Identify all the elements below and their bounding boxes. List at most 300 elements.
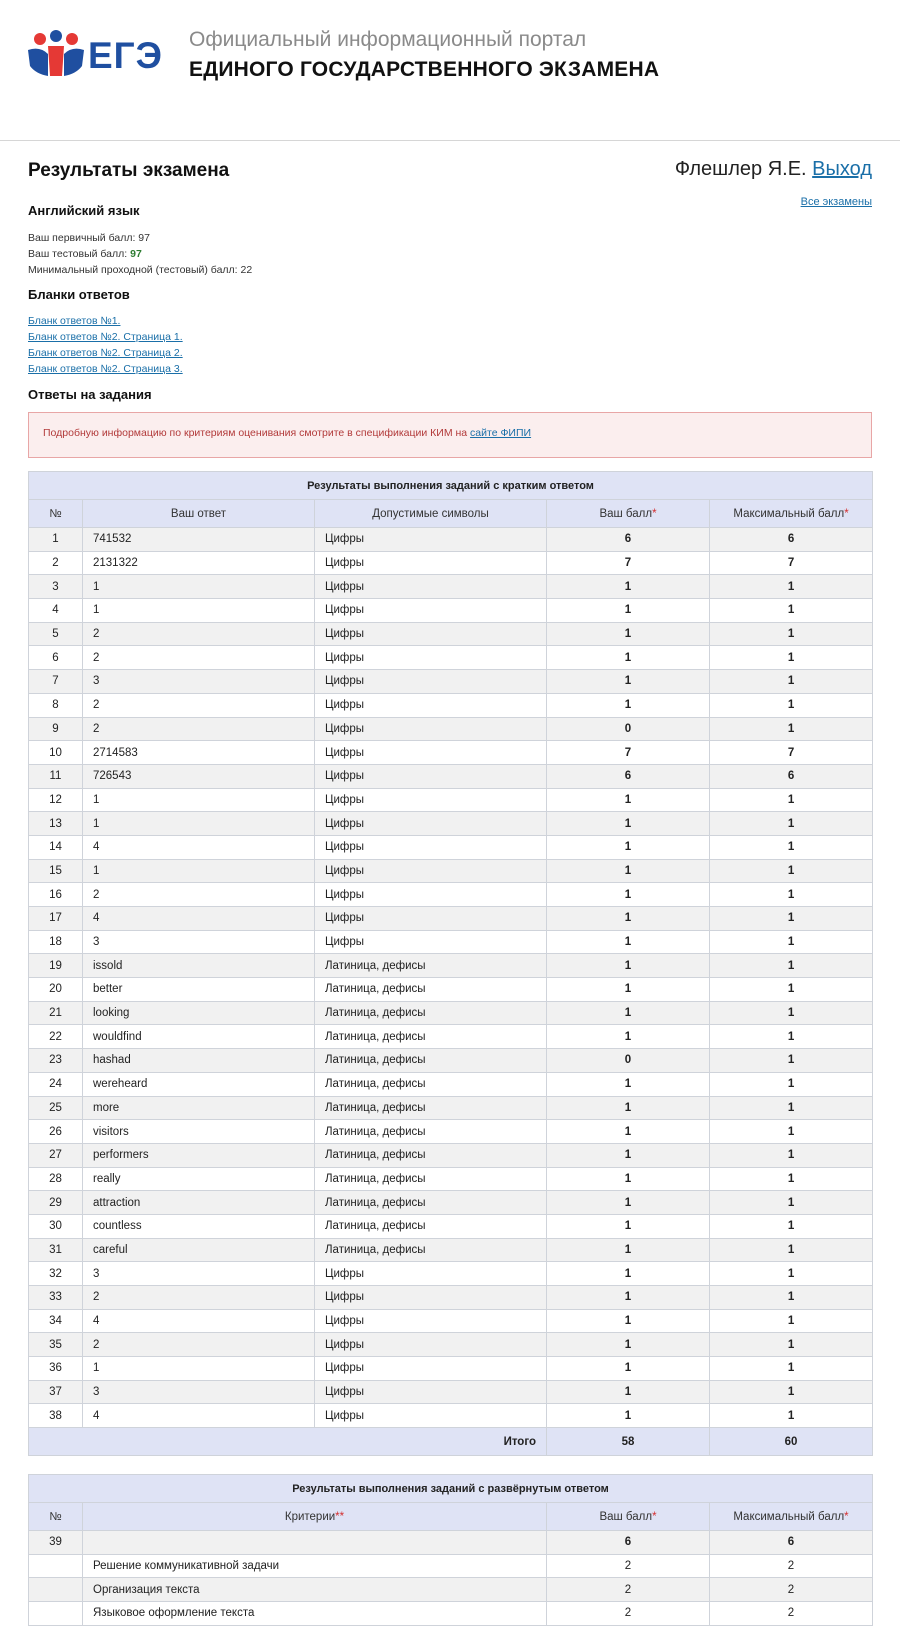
task-number: 15	[29, 859, 83, 883]
table-row	[29, 1578, 873, 1602]
task-answer: 1	[83, 1357, 315, 1381]
user-box	[675, 158, 872, 181]
task-max-score: 1	[710, 1025, 873, 1049]
task-allowed-symbols: Цифры	[315, 670, 547, 694]
task-max-score: 1	[710, 1143, 873, 1167]
task-number: 37	[29, 1380, 83, 1404]
table-row	[29, 717, 873, 741]
table-row	[29, 741, 873, 765]
task-score: 1	[547, 1001, 710, 1025]
task-score: 1	[547, 646, 710, 670]
task-max-score: 1	[710, 599, 873, 623]
max-score-footnote-mark: *	[844, 507, 849, 520]
table-row	[29, 1554, 873, 1578]
task-score: 1	[547, 1238, 710, 1262]
task-allowed-symbols: Цифры	[315, 835, 547, 859]
task-number: 23	[29, 1049, 83, 1073]
criterion-number	[29, 1554, 83, 1578]
task-max-score: 1	[710, 646, 873, 670]
task-number: 17	[29, 907, 83, 931]
table-row	[29, 1531, 873, 1555]
table-row	[29, 1191, 873, 1215]
task-allowed-symbols: Латиница, дефисы	[315, 1025, 547, 1049]
task-score: 1	[547, 1120, 710, 1144]
task-number: 34	[29, 1309, 83, 1333]
task-max-score: 1	[710, 622, 873, 646]
task-answer: 3	[83, 1380, 315, 1404]
long-col-number: №	[29, 1503, 83, 1531]
task-number: 38	[29, 1404, 83, 1428]
short-table-caption: Результаты выполнения заданий с кратким ответом	[29, 472, 873, 500]
table-row	[29, 788, 873, 812]
task-answer: 4	[83, 1404, 315, 1428]
task-score: 1	[547, 930, 710, 954]
task-answer: 2	[83, 1333, 315, 1357]
table-row	[29, 1238, 873, 1262]
table-row	[29, 1404, 873, 1428]
col-number: №	[29, 500, 83, 528]
task-number: 4	[29, 599, 83, 623]
table-row	[29, 1333, 873, 1357]
task-answer: 2	[83, 883, 315, 907]
task-allowed-symbols: Цифры	[315, 622, 547, 646]
task-score: 1	[547, 1191, 710, 1215]
task-max-score: 1	[710, 859, 873, 883]
task-max-score: 1	[710, 1072, 873, 1096]
table-row	[29, 599, 873, 623]
task-score: 1	[547, 859, 710, 883]
task-max-score: 1	[710, 1001, 873, 1025]
logout-link[interactable]: Выход	[812, 158, 872, 180]
table-row	[29, 1357, 873, 1381]
primary-score	[28, 230, 252, 246]
task-answer: 3	[83, 670, 315, 694]
long-table-caption: Результаты выполнения заданий с развёрнутым ответом	[29, 1475, 873, 1503]
criterion-score: 2	[547, 1578, 710, 1602]
task-allowed-symbols: Цифры	[315, 1380, 547, 1404]
task-allowed-symbols: Латиница, дефисы	[315, 1001, 547, 1025]
task-answer: 4	[83, 835, 315, 859]
task-max-score: 1	[710, 954, 873, 978]
task-score: 0	[547, 1049, 710, 1073]
task-score: 1	[547, 812, 710, 836]
task-max-score: 1	[710, 575, 873, 599]
task-answer: 2714583	[83, 741, 315, 765]
task-allowed-symbols: Цифры	[315, 812, 547, 836]
task-score: 1	[547, 670, 710, 694]
task-score: 1	[547, 1025, 710, 1049]
table-row	[29, 1001, 873, 1025]
long-col-max-score-label: Максимальный балл	[733, 1510, 845, 1523]
col-allowed-symbols: Допустимые символы	[315, 500, 547, 528]
blank-link-1[interactable]: Бланк ответов №1.	[28, 315, 121, 327]
table-row	[29, 528, 873, 552]
task-allowed-symbols: Латиница, дефисы	[315, 1072, 547, 1096]
criterion-max-score: 6	[710, 1531, 873, 1555]
task-max-score: 1	[710, 1120, 873, 1144]
task-allowed-symbols: Цифры	[315, 1262, 547, 1286]
task-answer: visitors	[83, 1120, 315, 1144]
task-allowed-symbols: Латиница, дефисы	[315, 1214, 547, 1238]
col-max-score-label: Максимальный балл	[733, 507, 845, 520]
total-label: Итого	[29, 1428, 547, 1456]
score-summary	[28, 230, 252, 278]
task-number: 6	[29, 646, 83, 670]
task-number: 31	[29, 1238, 83, 1262]
task-allowed-symbols: Латиница, дефисы	[315, 1167, 547, 1191]
task-number: 10	[29, 741, 83, 765]
task-max-score: 1	[710, 1357, 873, 1381]
criterion-max-score: 2	[710, 1578, 873, 1602]
task-score: 1	[547, 835, 710, 859]
table-row	[29, 835, 873, 859]
task-score: 7	[547, 551, 710, 575]
task-allowed-symbols: Цифры	[315, 1333, 547, 1357]
ege-logo-icon	[26, 30, 88, 82]
criterion-number: 39	[29, 1531, 83, 1555]
ege-logo[interactable]	[26, 30, 163, 82]
task-number: 21	[29, 1001, 83, 1025]
task-answer: 2	[83, 693, 315, 717]
task-max-score: 1	[710, 1238, 873, 1262]
task-max-score: 1	[710, 1404, 873, 1428]
task-answer: countless	[83, 1214, 315, 1238]
table-row	[29, 622, 873, 646]
task-score: 1	[547, 693, 710, 717]
task-number: 32	[29, 1262, 83, 1286]
task-score: 1	[547, 1380, 710, 1404]
primary-score-label: Ваш первичный балл:	[28, 232, 139, 244]
task-answer: 4	[83, 907, 315, 931]
min-score-value: 22	[240, 264, 253, 276]
task-score: 1	[547, 1214, 710, 1238]
portal-title: ЕДИНОГО ГОСУДАРСТВЕННОГО ЭКЗАМЕНА	[189, 58, 660, 81]
task-number: 36	[29, 1357, 83, 1381]
col-answer: Ваш ответ	[83, 500, 315, 528]
task-answer: hashad	[83, 1049, 315, 1073]
criterion-name: Организация текста	[83, 1578, 547, 1602]
task-score: 6	[547, 528, 710, 552]
answers-title: Ответы на задания	[28, 387, 152, 402]
table-row	[29, 670, 873, 694]
table-row	[29, 954, 873, 978]
task-allowed-symbols: Цифры	[315, 859, 547, 883]
total-row	[29, 1428, 873, 1456]
task-score: 1	[547, 1143, 710, 1167]
primary-score-value: 97	[138, 232, 150, 244]
task-max-score: 1	[710, 930, 873, 954]
task-score: 1	[547, 1404, 710, 1428]
task-max-score: 1	[710, 1380, 873, 1404]
table-row	[29, 930, 873, 954]
task-answer: 2	[83, 1286, 315, 1310]
task-score: 1	[547, 1333, 710, 1357]
criterion-max-score: 2	[710, 1602, 873, 1626]
task-max-score: 1	[710, 1214, 873, 1238]
col-score	[547, 500, 710, 528]
table-row	[29, 1286, 873, 1310]
task-answer: more	[83, 1096, 315, 1120]
task-score: 1	[547, 1309, 710, 1333]
criterion-score: 2	[547, 1602, 710, 1626]
task-max-score: 1	[710, 835, 873, 859]
criterion-name: Языковое оформление текста	[83, 1602, 547, 1626]
table-row	[29, 978, 873, 1002]
task-answer: attraction	[83, 1191, 315, 1215]
task-allowed-symbols: Цифры	[315, 741, 547, 765]
task-number: 22	[29, 1025, 83, 1049]
total-score: 58	[547, 1428, 710, 1456]
task-answer: 1	[83, 599, 315, 623]
col-max-score	[710, 500, 873, 528]
task-max-score: 1	[710, 717, 873, 741]
task-max-score: 1	[710, 907, 873, 931]
task-score: 1	[547, 954, 710, 978]
task-max-score: 6	[710, 528, 873, 552]
task-number: 2	[29, 551, 83, 575]
task-max-score: 1	[710, 1167, 873, 1191]
long-score-footnote-mark: *	[652, 1510, 657, 1523]
task-allowed-symbols: Цифры	[315, 717, 547, 741]
test-score	[28, 246, 252, 262]
task-score: 0	[547, 717, 710, 741]
min-score-label: Минимальный проходной (тестовый) балл:	[28, 264, 241, 276]
task-score: 1	[547, 788, 710, 812]
task-score: 1	[547, 1262, 710, 1286]
blank-link-2-page-3[interactable]: Бланк ответов №2. Страница 3.	[28, 363, 183, 375]
task-allowed-symbols: Цифры	[315, 1286, 547, 1310]
task-max-score: 7	[710, 741, 873, 765]
table-row	[29, 1143, 873, 1167]
task-number: 18	[29, 930, 83, 954]
all-exams-link[interactable]: Все экзамены	[800, 196, 872, 208]
table-row	[29, 1309, 873, 1333]
table-row	[29, 1049, 873, 1073]
table-row	[29, 693, 873, 717]
blank-link-2-page-1[interactable]: Бланк ответов №2. Страница 1.	[28, 331, 183, 343]
task-answer: better	[83, 978, 315, 1002]
info-alert	[28, 412, 872, 458]
short-answer-table	[28, 471, 873, 1456]
task-number: 30	[29, 1214, 83, 1238]
table-row	[29, 575, 873, 599]
task-score: 1	[547, 622, 710, 646]
task-allowed-symbols: Цифры	[315, 907, 547, 931]
task-answer: really	[83, 1167, 315, 1191]
table-row	[29, 1167, 873, 1191]
table-row	[29, 646, 873, 670]
table-row	[29, 1262, 873, 1286]
task-answer: 2	[83, 622, 315, 646]
long-col-max-score	[710, 1503, 873, 1531]
task-number: 19	[29, 954, 83, 978]
total-max-score: 60	[710, 1428, 873, 1456]
task-score: 1	[547, 575, 710, 599]
task-answer: 4	[83, 1309, 315, 1333]
task-score: 1	[547, 1286, 710, 1310]
task-allowed-symbols: Латиница, дефисы	[315, 1238, 547, 1262]
task-allowed-symbols: Цифры	[315, 1309, 547, 1333]
blanks-list	[28, 313, 183, 377]
task-allowed-symbols: Цифры	[315, 764, 547, 788]
task-allowed-symbols: Цифры	[315, 788, 547, 812]
test-score-label: Ваш тестовый балл:	[28, 248, 131, 260]
task-number: 25	[29, 1096, 83, 1120]
task-number: 8	[29, 693, 83, 717]
task-max-score: 1	[710, 1309, 873, 1333]
long-answer-table	[28, 1474, 873, 1626]
table-row	[29, 764, 873, 788]
task-number: 27	[29, 1143, 83, 1167]
table-row	[29, 1602, 873, 1626]
site-header	[0, 0, 900, 141]
task-allowed-symbols: Латиница, дефисы	[315, 978, 547, 1002]
task-number: 28	[29, 1167, 83, 1191]
task-allowed-symbols: Цифры	[315, 551, 547, 575]
task-allowed-symbols: Латиница, дефисы	[315, 1096, 547, 1120]
task-number: 12	[29, 788, 83, 812]
task-number: 29	[29, 1191, 83, 1215]
criterion-score: 6	[547, 1531, 710, 1555]
task-score: 1	[547, 1167, 710, 1191]
task-score: 1	[547, 1096, 710, 1120]
task-allowed-symbols: Цифры	[315, 693, 547, 717]
table-row	[29, 1072, 873, 1096]
task-answer: 3	[83, 1262, 315, 1286]
task-allowed-symbols: Цифры	[315, 575, 547, 599]
task-answer: 1	[83, 788, 315, 812]
task-allowed-symbols: Латиница, дефисы	[315, 954, 547, 978]
task-number: 1	[29, 528, 83, 552]
task-max-score: 1	[710, 1049, 873, 1073]
long-col-score-label: Ваш балл	[599, 1510, 653, 1523]
task-number: 24	[29, 1072, 83, 1096]
task-allowed-symbols: Латиница, дефисы	[315, 1120, 547, 1144]
blank-link-2-page-2[interactable]: Бланк ответов №2. Страница 2.	[28, 347, 183, 359]
task-number: 35	[29, 1333, 83, 1357]
logo-text: ЕГЭ	[88, 35, 163, 76]
task-allowed-symbols: Латиница, дефисы	[315, 1049, 547, 1073]
task-max-score: 7	[710, 551, 873, 575]
criterion-score: 2	[547, 1554, 710, 1578]
task-max-score: 1	[710, 1333, 873, 1357]
task-answer: wouldfind	[83, 1025, 315, 1049]
task-max-score: 1	[710, 693, 873, 717]
task-number: 33	[29, 1286, 83, 1310]
task-score: 1	[547, 599, 710, 623]
task-max-score: 1	[710, 1262, 873, 1286]
task-number: 9	[29, 717, 83, 741]
criterion-number	[29, 1578, 83, 1602]
task-answer: 2	[83, 646, 315, 670]
task-number: 16	[29, 883, 83, 907]
long-col-score	[547, 1503, 710, 1531]
task-max-score: 1	[710, 978, 873, 1002]
task-number: 13	[29, 812, 83, 836]
task-answer: 1	[83, 859, 315, 883]
task-max-score: 1	[710, 812, 873, 836]
test-score-value: 97	[130, 248, 142, 260]
long-col-criteria	[83, 1503, 547, 1531]
task-max-score: 6	[710, 764, 873, 788]
task-number: 7	[29, 670, 83, 694]
task-max-score: 1	[710, 670, 873, 694]
task-number: 14	[29, 835, 83, 859]
task-score: 1	[547, 1072, 710, 1096]
task-score: 1	[547, 883, 710, 907]
task-score: 6	[547, 764, 710, 788]
col-score-label: Ваш балл	[599, 507, 653, 520]
task-max-score: 1	[710, 1286, 873, 1310]
min-score	[28, 262, 252, 278]
task-answer: 1	[83, 812, 315, 836]
task-score: 1	[547, 978, 710, 1002]
task-score: 7	[547, 741, 710, 765]
task-answer: 2131322	[83, 551, 315, 575]
task-allowed-symbols: Цифры	[315, 1357, 547, 1381]
task-allowed-symbols: Цифры	[315, 528, 547, 552]
table-row	[29, 1380, 873, 1404]
task-allowed-symbols: Цифры	[315, 1404, 547, 1428]
task-number: 3	[29, 575, 83, 599]
task-answer: 2	[83, 717, 315, 741]
table-row	[29, 812, 873, 836]
task-number: 5	[29, 622, 83, 646]
task-allowed-symbols: Латиница, дефисы	[315, 1191, 547, 1215]
task-answer: issold	[83, 954, 315, 978]
task-number: 20	[29, 978, 83, 1002]
table-row	[29, 1096, 873, 1120]
long-max-score-footnote-mark: *	[844, 1510, 849, 1523]
task-answer: looking	[83, 1001, 315, 1025]
task-score: 1	[547, 907, 710, 931]
criterion-name	[83, 1531, 547, 1555]
fipi-link[interactable]: сайте ФИПИ	[470, 427, 532, 439]
score-footnote-mark: *	[652, 507, 657, 520]
task-allowed-symbols: Цифры	[315, 930, 547, 954]
table-row	[29, 859, 873, 883]
task-allowed-symbols: Латиница, дефисы	[315, 1143, 547, 1167]
subject-title: Английский язык	[28, 203, 140, 218]
task-max-score: 1	[710, 788, 873, 812]
table-row	[29, 1214, 873, 1238]
task-answer: performers	[83, 1143, 315, 1167]
table-row	[29, 551, 873, 575]
task-max-score: 1	[710, 1096, 873, 1120]
criterion-number	[29, 1602, 83, 1626]
task-number: 26	[29, 1120, 83, 1144]
task-answer: 3	[83, 930, 315, 954]
task-answer: careful	[83, 1238, 315, 1262]
table-row	[29, 1120, 873, 1144]
user-name: Флешлер Я.Е.	[674, 158, 807, 180]
long-col-criteria-label: Критерии	[284, 1510, 336, 1523]
table-row	[29, 1025, 873, 1049]
task-answer: 741532	[83, 528, 315, 552]
task-allowed-symbols: Цифры	[315, 646, 547, 670]
criterion-name: Решение коммуникативной задачи	[83, 1554, 547, 1578]
task-answer: wereheard	[83, 1072, 315, 1096]
task-number: 11	[29, 764, 83, 788]
criteria-footnote-mark: **	[335, 1510, 345, 1523]
task-allowed-symbols: Цифры	[315, 599, 547, 623]
task-score: 1	[547, 1357, 710, 1381]
page-title: Результаты экзамена	[28, 160, 230, 181]
task-answer: 726543	[83, 764, 315, 788]
blanks-title: Бланки ответов	[28, 287, 130, 302]
info-text: Подробную информацию по критериям оценивания смотрите в спецификации КИМ на	[43, 427, 471, 439]
task-max-score: 1	[710, 1191, 873, 1215]
